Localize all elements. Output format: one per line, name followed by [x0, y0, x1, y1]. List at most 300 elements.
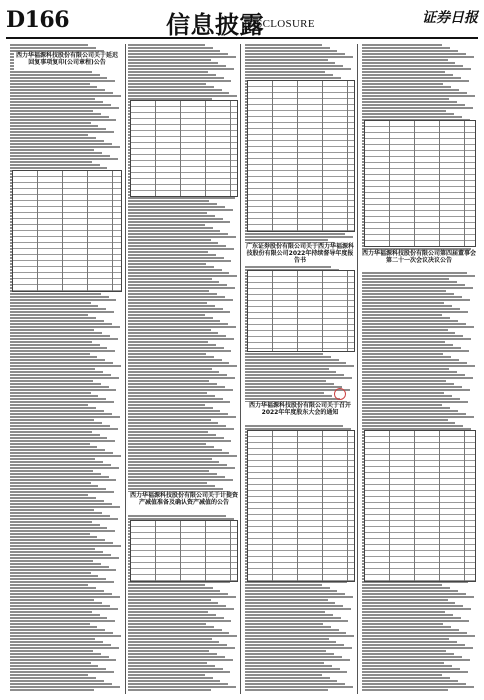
text-line: [128, 323, 228, 325]
text-line: [362, 272, 467, 274]
text-line: [128, 338, 234, 340]
text-line: [245, 374, 344, 376]
text-line: [128, 311, 230, 313]
text-line: [245, 644, 344, 646]
text-line: [362, 311, 468, 313]
text-line: [362, 296, 462, 298]
text-line: [362, 53, 466, 55]
text-line: [10, 359, 105, 361]
text-line: [245, 653, 334, 655]
section-title: 信息披露: [166, 10, 264, 39]
text-line: [10, 671, 114, 673]
text-line: [128, 596, 236, 598]
text-line: [128, 602, 218, 604]
text-line: [362, 98, 449, 100]
text-line: [128, 686, 236, 688]
text-line: [245, 614, 333, 616]
text-line: [128, 644, 227, 646]
column-divider: [125, 44, 126, 694]
text-line: [10, 539, 105, 541]
text-line: [128, 53, 228, 55]
text-line: [245, 596, 353, 598]
text-line: [128, 650, 209, 652]
text-line: [362, 74, 453, 76]
text-line: [128, 332, 218, 334]
text-line: [128, 476, 225, 478]
text-line: [362, 50, 458, 52]
text-line: [10, 305, 98, 307]
text-line: [128, 455, 237, 457]
text-line: [362, 674, 442, 676]
text-line: [10, 542, 113, 544]
text-line: [128, 290, 209, 292]
text-line: [10, 470, 93, 472]
text-line: [128, 95, 237, 97]
text-line: [362, 359, 459, 361]
text-line: [362, 653, 454, 655]
text-line: [362, 392, 444, 394]
article-headline: 西力华福源科技股份有限公司第四届董事会第二十一次会议决议公告: [360, 250, 478, 272]
text-line: [362, 299, 470, 301]
text-line: [245, 368, 329, 370]
text-line: [10, 563, 101, 565]
text-line: [10, 146, 120, 148]
text-line: [362, 335, 463, 337]
text-line: [10, 119, 116, 121]
text-line: [10, 158, 118, 160]
text-line: [10, 332, 102, 334]
text-line: [362, 593, 466, 595]
text-line: [362, 587, 450, 589]
text-line: [10, 533, 90, 535]
text-line: [245, 380, 326, 382]
text-line: [128, 302, 207, 304]
text-line: [128, 629, 222, 631]
data-table: [130, 520, 238, 582]
text-line: [128, 461, 219, 463]
text-line: [10, 605, 110, 607]
text-line: [10, 632, 113, 634]
text-line: [245, 620, 348, 622]
text-line: [245, 674, 322, 676]
text-line: [128, 674, 205, 676]
text-line: [128, 329, 211, 331]
text-line: [128, 221, 230, 223]
text-line: [245, 50, 337, 52]
text-line: [245, 608, 351, 610]
text-line: [10, 143, 112, 145]
text-line: [362, 689, 448, 691]
text-line: [362, 386, 462, 388]
text-line: [362, 338, 471, 340]
text-line: [128, 92, 229, 94]
data-table: [247, 270, 355, 352]
text-line: [362, 404, 442, 406]
text-line: [10, 599, 94, 601]
text-line: [128, 404, 205, 406]
text-line: [128, 443, 206, 445]
text-line: [128, 488, 223, 490]
data-table: [130, 100, 238, 197]
text-line: [128, 245, 226, 247]
text-line: [10, 380, 93, 382]
text-line: [245, 680, 337, 682]
text-line: [362, 56, 474, 58]
text-line: [128, 587, 213, 589]
column-divider: [240, 44, 241, 694]
text-line: [128, 407, 213, 409]
text-line: [128, 326, 236, 328]
text-line: [362, 656, 462, 658]
text-line: [245, 371, 336, 373]
text-line: [10, 392, 91, 394]
text-line: [10, 368, 95, 370]
text-line: [10, 629, 105, 631]
text-line: [10, 299, 116, 301]
text-line: [362, 647, 473, 649]
text-line: [362, 95, 475, 97]
text-line: [128, 68, 234, 70]
text-line: [10, 86, 97, 88]
text-line: [128, 299, 233, 301]
text-line: [362, 356, 451, 358]
text-line: [362, 323, 466, 325]
text-line: [362, 341, 445, 343]
text-line: [362, 365, 475, 367]
text-line: [128, 356, 214, 358]
text-line: [10, 644, 111, 646]
text-line: [362, 368, 449, 370]
text-line: [128, 239, 211, 241]
text-line: [245, 623, 323, 625]
text-line: [10, 161, 92, 163]
text-line: [128, 362, 229, 364]
column-divider: [357, 44, 358, 694]
text-line: [128, 431, 208, 433]
text-line: [128, 272, 229, 274]
text-line: [10, 155, 110, 157]
text-line: [362, 629, 459, 631]
text-line: [128, 416, 236, 418]
text-line: [362, 668, 460, 670]
text-line: [10, 566, 109, 568]
text-line: [362, 302, 444, 304]
text-line: [10, 461, 103, 463]
text-line: [10, 482, 91, 484]
text-line: [10, 77, 107, 79]
text-line: [362, 599, 448, 601]
text-line: [10, 152, 102, 154]
article-headline: 西力华福源科技股份有限公司关于延迟回复事项复印(公司章程)公告: [14, 52, 120, 70]
text-line: [128, 446, 214, 448]
data-table: [364, 120, 476, 247]
text-line: [362, 605, 463, 607]
text-line: [10, 488, 106, 490]
text-line: [10, 662, 91, 664]
text-line: [245, 353, 323, 355]
text-line: [245, 686, 353, 688]
text-line: [10, 326, 120, 328]
text-line: [128, 449, 222, 451]
text-line: [245, 683, 345, 685]
text-line: [128, 209, 233, 211]
text-line: [10, 581, 114, 583]
text-line: [10, 167, 107, 169]
text-line: [128, 590, 220, 592]
text-line: [10, 593, 112, 595]
text-line: [245, 632, 346, 634]
text-line: [245, 635, 354, 637]
text-line: [128, 317, 213, 319]
text-line: [128, 206, 225, 208]
text-line: [362, 650, 446, 652]
text-line: [245, 641, 336, 643]
text-line: [362, 632, 467, 634]
text-line: [128, 77, 224, 79]
text-line: [10, 515, 110, 517]
text-line: [128, 632, 229, 634]
text-line: [128, 44, 205, 46]
text-line: [10, 551, 103, 553]
text-line: [245, 689, 328, 691]
text-line: [128, 275, 237, 277]
text-line: [245, 395, 332, 397]
text-line: [10, 164, 100, 166]
text-line: [362, 104, 465, 106]
text-line: [245, 662, 324, 664]
text-line: [245, 44, 322, 46]
article-headline: 西力华福源科技股份有限公司关于计提资产减值准备及确认资产减值的公告: [128, 492, 240, 514]
text-line: [10, 647, 119, 649]
text-line: [245, 617, 341, 619]
text-line: [245, 593, 345, 595]
text-line: [128, 314, 205, 316]
text-line: [10, 668, 106, 670]
text-line: [10, 134, 88, 136]
text-line: [362, 284, 465, 286]
text-line: [362, 686, 474, 688]
text-line: [128, 680, 220, 682]
text-line: [128, 659, 233, 661]
text-line: [128, 641, 219, 643]
text-line: [128, 440, 231, 442]
text-line: [362, 584, 442, 586]
text-line: [362, 614, 453, 616]
text-line: [10, 635, 121, 637]
text-line: [10, 137, 96, 139]
text-line: [128, 413, 228, 415]
text-line: [10, 422, 102, 424]
text-line: [10, 569, 116, 571]
text-line: [10, 455, 121, 457]
text-line: [245, 611, 325, 613]
text-line: [128, 353, 206, 355]
text-line: [10, 602, 102, 604]
text-line: [362, 389, 470, 391]
text-line: [10, 131, 114, 133]
text-line: [10, 302, 91, 304]
text-line: [128, 635, 237, 637]
text-line: [362, 305, 452, 307]
text-line: [10, 494, 88, 496]
text-line: [10, 371, 103, 373]
text-line: [128, 665, 215, 667]
text-line: [128, 620, 231, 622]
text-line: [245, 626, 331, 628]
page-number: D166: [6, 7, 70, 33]
text-line: [10, 578, 106, 580]
text-line: [10, 623, 90, 625]
text-line: [362, 374, 465, 376]
text-line: [128, 284, 227, 286]
text-line: [128, 614, 216, 616]
text-line: [128, 47, 213, 49]
text-line: [128, 203, 217, 205]
official-seal-stamp: [334, 388, 346, 400]
text-line: [10, 329, 94, 331]
text-line: [128, 434, 216, 436]
text-line: [245, 236, 353, 238]
text-line: [362, 68, 471, 70]
text-line: [362, 383, 454, 385]
text-line: [10, 353, 90, 355]
text-line: [128, 71, 208, 73]
text-line: [10, 665, 98, 667]
text-line: [128, 296, 225, 298]
text-line: [362, 353, 443, 355]
text-line: [362, 293, 454, 295]
text-line: [10, 458, 95, 460]
text-line: [362, 371, 457, 373]
text-line: [10, 425, 110, 427]
text-line: [10, 500, 104, 502]
text-line: [128, 350, 231, 352]
text-line: [245, 650, 326, 652]
text-line: [10, 344, 100, 346]
text-line: [128, 287, 235, 289]
text-line: [128, 473, 217, 475]
text-line: [128, 236, 236, 238]
text-line: [10, 674, 88, 676]
text-line: [10, 689, 94, 691]
text-line: [362, 611, 445, 613]
text-line: [245, 665, 332, 667]
text-line: [362, 80, 469, 82]
text-line: [10, 407, 96, 409]
text-line: [128, 617, 224, 619]
text-line: [362, 395, 452, 397]
text-line: [362, 380, 446, 382]
text-line: [10, 149, 94, 151]
text-column-1: [10, 44, 122, 694]
text-line: [362, 86, 451, 88]
text-line: [10, 383, 101, 385]
text-line: [128, 470, 209, 472]
text-line: [128, 452, 229, 454]
text-line: [362, 617, 461, 619]
text-line: [10, 89, 105, 91]
text-line: [362, 308, 460, 310]
text-line: [10, 485, 98, 487]
text-line: [128, 647, 235, 649]
text-line: [362, 623, 443, 625]
text-line: [362, 317, 450, 319]
text-line: [128, 308, 223, 310]
text-line: [10, 512, 102, 514]
text-line: [362, 350, 469, 352]
text-line: [10, 638, 95, 640]
text-line: [10, 587, 96, 589]
text-line: [362, 641, 457, 643]
text-line: [10, 410, 104, 412]
text-line: [10, 560, 93, 562]
text-line: [128, 689, 211, 691]
text-line: [10, 479, 116, 481]
text-line: [10, 452, 113, 454]
text-line: [362, 47, 450, 49]
text-line: [128, 263, 206, 265]
text-line: [128, 368, 212, 370]
text-line: [128, 593, 228, 595]
text-line: [128, 401, 230, 403]
text-line: [10, 365, 121, 367]
text-line: [245, 74, 333, 76]
text-line: [128, 656, 225, 658]
text-line: [128, 227, 213, 229]
text-line: [362, 680, 458, 682]
text-line: [128, 398, 223, 400]
text-line: [362, 671, 468, 673]
paper-logo: 证券日报: [422, 10, 478, 26]
text-line: [10, 320, 104, 322]
text-line: [128, 278, 212, 280]
text-line: [362, 401, 468, 403]
text-line: [245, 233, 345, 235]
text-line: [362, 602, 455, 604]
text-line: [128, 260, 231, 262]
text-line: [128, 293, 217, 295]
text-line: [362, 287, 473, 289]
text-line: [10, 503, 112, 505]
text-line: [10, 413, 112, 415]
text-line: [362, 89, 459, 91]
text-line: [128, 74, 216, 76]
text-line: [128, 671, 230, 673]
text-line: [10, 611, 92, 613]
text-line: [362, 596, 474, 598]
text-line: [128, 62, 218, 64]
text-line: [128, 599, 211, 601]
text-line: [10, 128, 106, 130]
text-line: [10, 104, 111, 106]
text-line: [128, 359, 222, 361]
text-line: [362, 347, 461, 349]
text-line: [10, 389, 116, 391]
text-line: [10, 293, 101, 295]
text-line: [128, 605, 226, 607]
text-line: [10, 80, 115, 82]
text-line: [362, 83, 443, 85]
text-line: [362, 101, 457, 103]
text-line: [362, 71, 445, 73]
text-line: [128, 224, 205, 226]
text-line: [128, 458, 212, 460]
text-line: [245, 71, 325, 73]
text-line: [362, 638, 449, 640]
text-line: [10, 575, 98, 577]
text-line: [128, 242, 218, 244]
text-line: [10, 437, 107, 439]
